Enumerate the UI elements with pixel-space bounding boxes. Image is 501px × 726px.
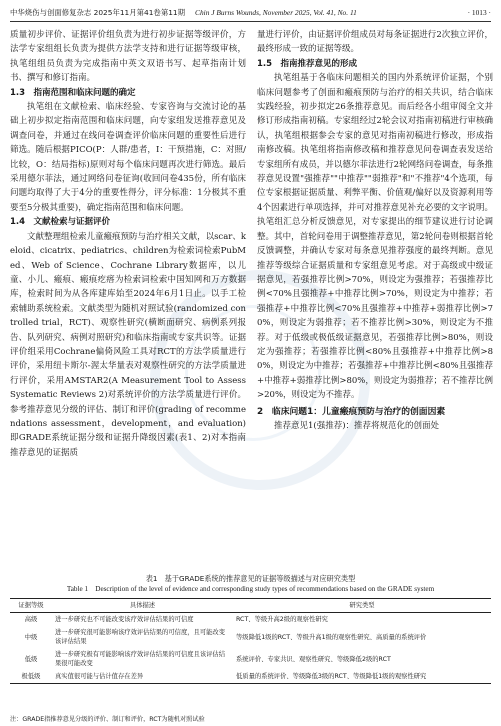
table-caption-en: Table 1 Description of the level of evidence and corresponding study types of recommendations based on the GRADE system — [66, 585, 435, 593]
right-column — [257, 28, 493, 433]
section-heading: 1.5 指南推荐意见的形成 — [257, 58, 358, 69]
body-paragraph: 量进行评价，由证据评价组成员对每条证据进行2次独立评价，最终形成一致的证据等级。 — [257, 30, 493, 55]
table-note: 注：GRADE指推荐意见分级的评价、制订和评价，RCT为随机对照试验 — [10, 716, 205, 723]
description-cell: 进一步研究很可能影响该疗效评估结果的可信度，且可能改变该评估结果 — [55, 629, 226, 645]
table-caption-cn: 表1 基于GRADE系统的推荐意见的证据等级描述与对应研究类型 — [145, 574, 356, 583]
table-header-cell: 证据等级 — [10, 599, 52, 613]
section-heading: 1.4 文献检索与证据评价 — [10, 217, 111, 228]
study-type-cell: 系统评价、专家共识、观察性研究、等级降低2级的RCT — [236, 655, 391, 663]
table-header-row — [10, 599, 491, 613]
table-header-cell: 具体描述 — [52, 599, 233, 613]
table-header-cell: 研究类型 — [233, 599, 491, 613]
table-row — [10, 670, 491, 684]
evidence-level-cell: 低级 — [24, 655, 38, 663]
table-row — [10, 613, 491, 627]
table-row — [10, 648, 491, 670]
study-type-cell: 低质量的系统评价、等级降低3级的RCT、等级降低1级的观察性研究 — [233, 670, 491, 684]
evidence-level-table — [10, 598, 491, 684]
section-heading: 2 临床问题1：儿童瘢痕预防与治疗的创面因素 — [257, 406, 446, 417]
evidence-level-cell: 中级 — [24, 633, 38, 641]
body-paragraph: 质量初步评价、证据评价组负责为进行初步证据等级评价，方法学专家组组长负责为提供方法学支持和进行证据等级审核，执笔组组员负责为完成指南中英文双语书写、起草指南计划书、撰写和修订指南。 — [10, 30, 246, 84]
body-paragraph: 执笔组在文献检索、临床经验、专家咨询与交流讨论的基础上初步拟定指南范围和临床问题，向专家组发送推荐意见及调查问卷，并通过在线问卷调查评价临床问题的重要性后进行筛选。随后根据PICO(P：人群/患者，I：干预措施，C：对照/比较，O：结局指标)原则对每个临床问题再次进行筛选。最后采用德尔菲法，通过网络问卷征询(收回问卷435份，所有临床问题均取得了大于4分的重要性得分，评分标准：1分极其不重要至5分极其重要)，确定指南范围和临床问题。 — [10, 102, 246, 213]
body-paragraph: 文献整理组检索儿童瘢痕预防与治疗相关文献，以scar、keloid、cicatrix、pediatrics、children为检索词检索PubMed、Web of Science、Cochrane Library数据库，以儿童、小儿、瘢痕、瘢痕疙瘩为检索词检索中国知网和万方数据库，检索时间为从各库建库始至2024年6月1日止。以手工检索辅助系统检索。文献类型为随机对照试验(randomized controlled trial，RCT)、观察性研究(横断面研究、病例系列报告、队列研究、病例对照研究)和临床指南或专家共识等。证据评价组采用Cochrane偏倚风险工具对RCT的方法学质量进行评价，采用纽卡斯尔-渥太华量表对观察性研究的方法学质量进行评价，采用AMSTAR2(A Measurement Tool to Assess Systematic Reviews 2)对系统评价的方法学质量进行评价。参考推荐意见分级的评估、制订和评价(grading of recommendations assessment，development，and evaluation)即GRADE系统证据分级和证据升降级因素(表1、2)对本指南推荐意见的证据质 — [10, 231, 246, 458]
journal-title-en: Chin J Burns Wounds, November 2025, Vol. 41, No. 11 — [195, 7, 357, 17]
journal-title-cn: 中华烧伤与创面修复杂志 2025年11月第41卷第11期 — [10, 7, 186, 17]
header-rule — [10, 21, 491, 22]
study-type-cell: 等级降低1级的RCT、等级升高1级的观察性研究、高质量的系统评价 — [236, 633, 427, 641]
running-header — [10, 4, 491, 20]
left-column — [10, 28, 246, 460]
section-heading: 1.3 指南范围和临床问题的确定 — [10, 87, 136, 98]
evidence-level-cell: 高级 — [24, 616, 38, 623]
table-caption — [10, 573, 491, 595]
body-paragraph: 推荐意见1(强推荐)：推荐将规范化的创面处 — [274, 420, 440, 431]
description-cell: 进一步研究极有可能影响该疗效评估结果的可信度且该评估结果很可能改变 — [55, 651, 226, 667]
body-paragraph: 执笔组基于各临床问题相关的国内外系统评价证据，个别临床问题参考了创面和瘢痕预防与治疗的相关共识，结合临床实践经验，初步拟定26条推荐意见。而后经各小组审阅全文并修订形成指南初稿。专家组经过2轮会议对指南初稿进行审核确认，执笔组根据参会专家的意见对指南初稿进行修改，形成指南修改稿。执笔组将指南修改稿和推荐意见问卷调查表发送给专家组所有成员，并以德尔菲法进行2轮网络问卷调查，每条推荐意见设置"强推荐""中推荐""弱推荐"和"不推荐"4个选项，每位专家根据证据质量、利弊平衡、价值观/偏好以及资源利用等4个因素进行单项选择，并可对推荐意见补充必要的文字说明。执笔组汇总分析反馈意见，对专家提出的细节建议进行讨论调整。其中，首轮问卷用于调整推荐意见，第2轮问卷则根据首轮反馈调整，并确认专家对每条意见推荐强度的最终判断。意见推荐等级综合证据质量和专家组意见考虑。对于高级或中级证据意见，若强推荐比例>70%，则设定为强推荐；若强推荐比例<70%且强推荐+中推荐比例>70%，则设定为中推荐；若强推荐+中推荐比例<70%且强推荐+中推荐+弱推荐比例>70%，则设定为弱推荐；若不推荐比例>30%，则设定为不推荐。对于低级或极低级证据意见，若强推荐比例>80%，则设定为强推荐；若强推荐比例<80%且强推荐+中推荐比例>80%，则设定为中推荐；若强推荐+中推荐比例<80%且强推荐+中推荐+弱推荐比例>80%，则设定为弱推荐；若不推荐比例>20%，则设定为不推荐。 — [257, 73, 493, 401]
study-type-cell: RCT、等级升高2级的观察性研究 — [236, 616, 328, 623]
description-cell: 真实值很可能与估计值存在差异 — [52, 670, 233, 684]
description-cell: 进一步研究也不可能改变该疗效评估结果的可信度 — [55, 616, 194, 623]
page-number: · 1013 · — [467, 7, 491, 17]
table-row — [10, 626, 491, 648]
evidence-level-cell: 极低级 — [10, 670, 52, 684]
